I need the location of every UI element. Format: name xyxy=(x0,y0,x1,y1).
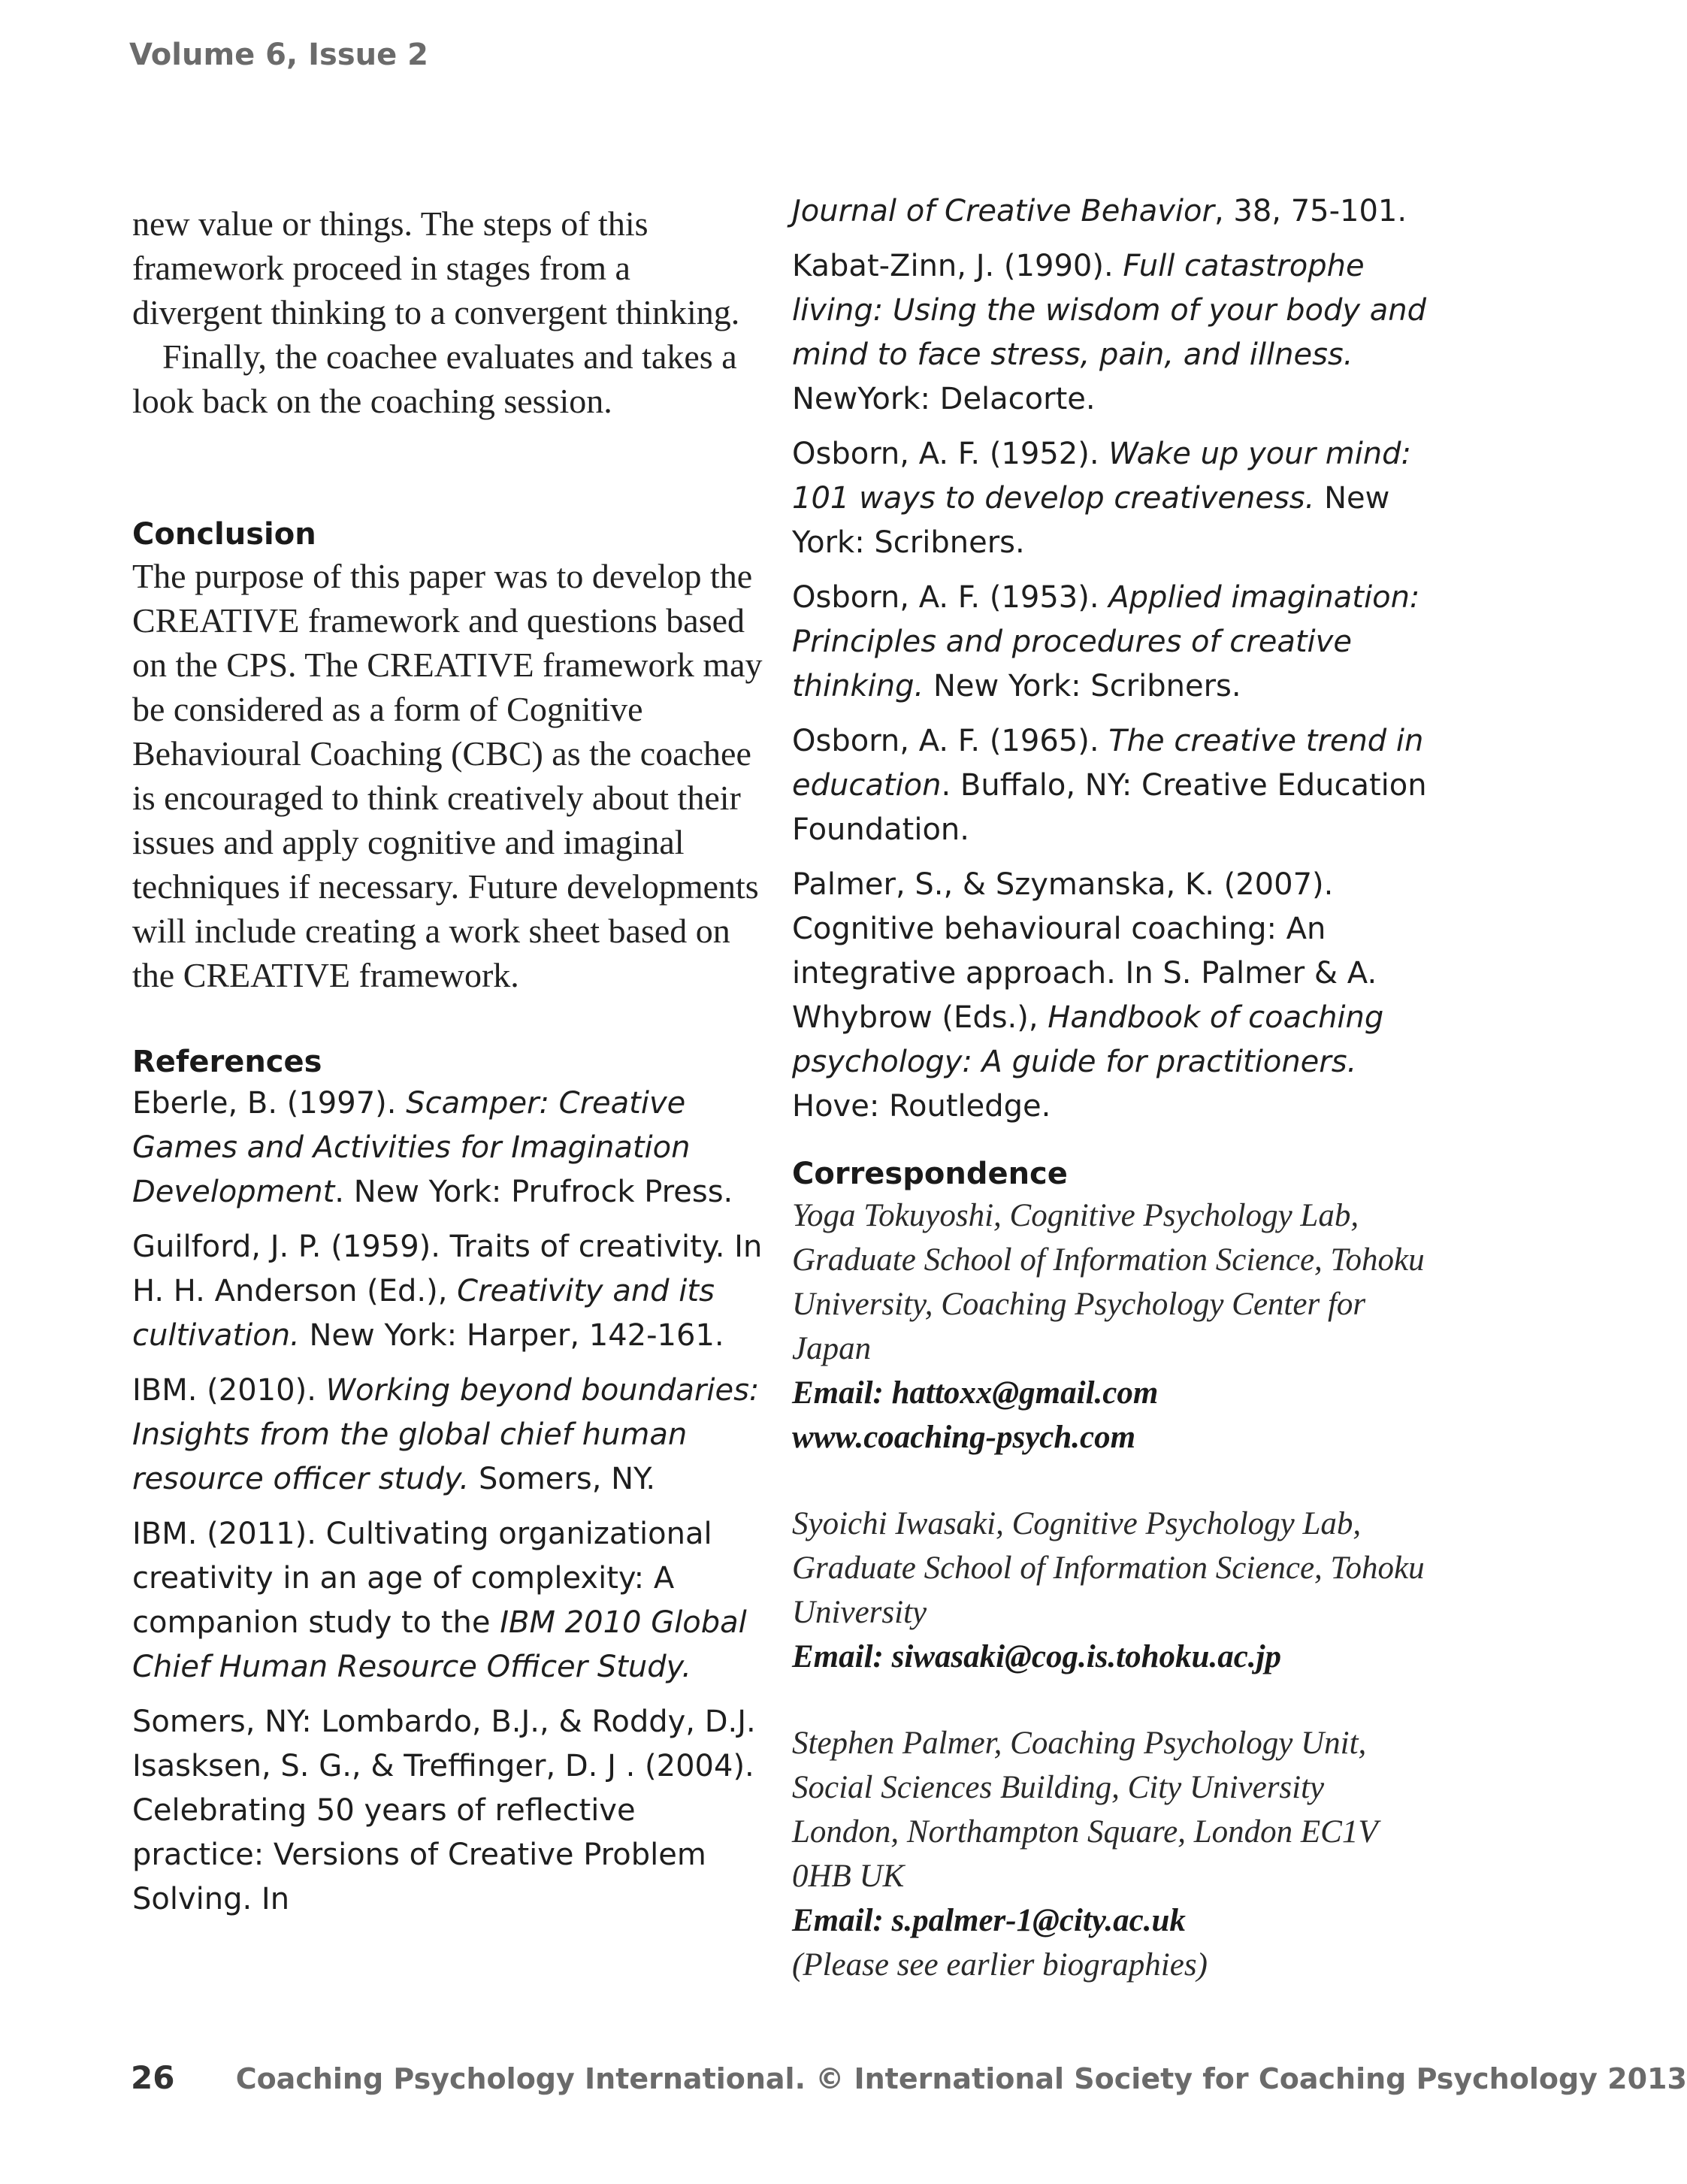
reference-entry: Journal of Creative Behavior, 38, 75-101. xyxy=(792,194,1407,228)
body-paragraph: Finally, the coachee evaluates and takes a look back on the coaching session. xyxy=(132,337,737,420)
left-column xyxy=(132,201,763,1932)
references-heading: References xyxy=(132,1045,322,1079)
reference-entry: IBM. (2010). Working beyond boundaries: Insights from the global chief human resource officer study. Somers, NY. xyxy=(132,1373,760,1496)
conclusion-text: The purpose of this paper was to develop the CREATIVE framework and questions based on the CPS. The CREATIVE framework may be considered as a form of Cognitive Behavioural Coaching (CBC) as the coachee is encouraged to think creatively about their issues and apply cognitive and imaginal techniques if necessary. Future developments will include creating a work sheet based on the CREATIVE framework. xyxy=(132,557,763,994)
reference-entry: Kabat-Zinn, J. (1990). Full catastrophe living: Using the wisdom of your body and mind to face stress, pain, and illness. NewYork: Delacorte. xyxy=(792,249,1427,416)
spacer xyxy=(792,1460,1438,1502)
running-head: Volume 6, Issue 2 xyxy=(129,38,428,72)
contact-website: www.coaching-psych.com xyxy=(792,1420,1136,1455)
reference-entry: Osborn, A. F. (1952). Wake up your mind: 101 ways to develop creativeness. New York: Scribners. xyxy=(792,437,1412,560)
reference-entry: IBM. (2011). Cultivating organizational creativity in an age of complexity: A companion study to the IBM 2010 Global Chief Human Resource Officer Study. xyxy=(132,1517,747,1684)
correspondence-heading: Correspondence xyxy=(792,1157,1068,1191)
reference-entry: Osborn, A. F. (1953). Applied imagination: Principles and procedures of creative thinking. New York: Scribners. xyxy=(792,580,1420,703)
contact-email: Email: siwasaki@cog.is.tohoku.ac.jp xyxy=(792,1639,1281,1674)
page-number: 26 xyxy=(131,2059,175,2096)
reference-entry: Guilford, J. P. (1959). Traits of creativity. In H. H. Anderson (Ed.), Creativity and its cultivation. New York: Harper, 142-161. xyxy=(132,1230,763,1353)
contact-address: Stephen Palmer, Coaching Psychology Unit, Social Sciences Building, City University London, Northampton Square, London EC1V 0HB UK xyxy=(792,1726,1377,1894)
page-footer xyxy=(131,2059,1687,2096)
reference-entry: Osborn, A. F. (1965). The creative trend in education. Buffalo, NY: Creative Education Foundation. xyxy=(792,724,1427,847)
contact-email: Email: hattoxx@gmail.com xyxy=(792,1375,1159,1411)
contact-address: Syoichi Iwasaki, Cognitive Psychology Lab, Graduate School of Information Science, Tohoku University xyxy=(792,1506,1425,1630)
footer-copyright: Coaching Psychology International. © International Society for Coaching Psychology 2013 xyxy=(235,2062,1687,2095)
reference-entry: Somers, NY: Lombardo, B.J., & Roddy, D.J. Isasksen, S. G., & Treffinger, D. J . (2004). Celebrating 50 years of reflective practice: Versions of Creative Problem Solving. In xyxy=(132,1705,756,1916)
reference-entry: Palmer, S., & Szymanska, K. (2007). Cognitive behavioural coaching: An integrative approach. In S. Palmer & A. Whybrow (Eds.), Handbook of coaching psychology: A guide for practitioners. Hove: Routledge. xyxy=(792,867,1384,1124)
contact-email: Email: s.palmer-1@city.ac.uk xyxy=(792,1903,1186,1938)
conclusion-heading: Conclusion xyxy=(132,517,316,552)
biography-note: (Please see earlier biographies) xyxy=(792,1947,1208,1983)
contact-address: Yoga Tokuyoshi, Cognitive Psychology Lab, Graduate School of Information Science, Tohoku University, Coaching Psychology Center for Japan xyxy=(792,1198,1425,1366)
reference-entry: Eberle, B. (1997). Scamper: Creative Games and Activities for Imagination Development. New York: Prufrock Press. xyxy=(132,1086,733,1209)
body-paragraph: new value or things. The steps of this framework proceed in stages from a divergent thinking to a convergent thinking. xyxy=(132,204,740,331)
right-column xyxy=(792,189,1438,1987)
spacer xyxy=(792,1679,1438,1721)
